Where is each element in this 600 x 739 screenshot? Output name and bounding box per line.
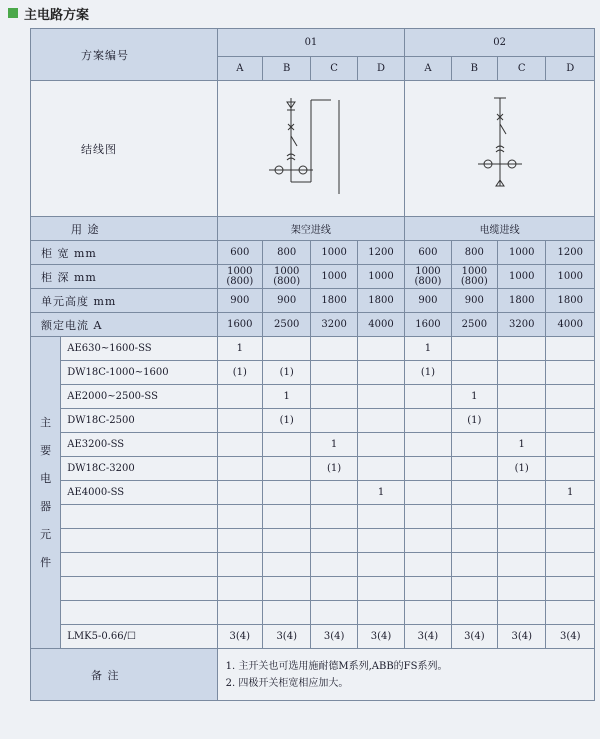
component-qty: [311, 529, 357, 553]
component-qty: [546, 385, 595, 409]
component-qty: [451, 481, 497, 505]
component-qty: [263, 481, 311, 505]
spec-cell: [498, 265, 546, 289]
component-qty: [311, 337, 357, 361]
page-title: [8, 4, 89, 22]
spec-cell: 1600: [405, 313, 451, 337]
component-name: AE630~1600-SS: [61, 337, 217, 361]
component-qty: [311, 385, 357, 409]
spec-cell: 1200: [357, 241, 404, 265]
component-qty: [405, 409, 451, 433]
component-qty: [498, 337, 546, 361]
spec-value: 1000: [273, 265, 300, 277]
component-qty: [217, 433, 262, 457]
letter-b: B: [451, 57, 497, 81]
component-qty: [357, 505, 404, 529]
component-name: LMK5-0.66/☐: [61, 625, 217, 649]
component-qty: [357, 601, 404, 625]
component-qty: [546, 505, 595, 529]
remark-line: 2. 四极开关柜宽相应加大。: [225, 677, 349, 689]
side-char: 主: [40, 415, 52, 429]
component-qty: [311, 361, 357, 385]
remark-line: 1. 主开关也可选用施耐德M系列,ABB的FS系列。: [225, 660, 448, 672]
letter-c: C: [311, 57, 357, 81]
component-name: AE2000~2500-SS: [61, 385, 217, 409]
spec-cell: [405, 265, 451, 289]
component-qty: [498, 601, 546, 625]
spec-value: 1000: [509, 270, 535, 282]
letter-d: D: [546, 57, 595, 81]
component-qty: 1: [546, 481, 595, 505]
component-qty: [546, 529, 595, 553]
component-name: AE3200-SS: [61, 433, 217, 457]
spec-cell: 1800: [357, 289, 404, 313]
component-qty: [546, 433, 595, 457]
component-qty: [263, 505, 311, 529]
spec-cell: [546, 265, 595, 289]
component-qty: [546, 409, 595, 433]
spec-value: (800): [414, 275, 442, 287]
component-name: AE4000-SS: [61, 481, 217, 505]
component-qty: [546, 337, 595, 361]
component-qty: [546, 361, 595, 385]
spec-cell: 3200: [311, 313, 357, 337]
spec-value: (800): [226, 275, 254, 287]
component-qty: (1): [451, 409, 497, 433]
component-qty: 1: [311, 433, 357, 457]
spec-value: 1000: [368, 270, 394, 282]
components-side-label: [31, 337, 61, 649]
component-name: DW18C-2500: [61, 409, 217, 433]
letter-a: A: [405, 57, 451, 81]
component-name: [61, 529, 217, 553]
spec-cell: 1800: [498, 289, 546, 313]
component-qty: [357, 409, 404, 433]
spec-cell: 4000: [357, 313, 404, 337]
spec-cell: [263, 265, 311, 289]
component-qty: [357, 337, 404, 361]
title-text: 主电路方案: [24, 7, 90, 23]
spec-value: 1000: [227, 265, 253, 277]
scheme-01: 01: [217, 29, 405, 57]
component-qty: 3(4): [498, 625, 546, 649]
component-qty: (1): [263, 409, 311, 433]
component-qty: [263, 577, 311, 601]
component-qty: [311, 577, 357, 601]
letter-c: C: [498, 57, 546, 81]
component-qty: [451, 529, 497, 553]
spec-cell: 900: [217, 289, 262, 313]
component-qty: 3(4): [263, 625, 311, 649]
diagram-cable-icon: [450, 94, 550, 204]
component-qty: [357, 529, 404, 553]
component-qty: [405, 505, 451, 529]
wiring-diagram-02: [405, 81, 595, 217]
spec-label: 单元高度 mm: [31, 289, 218, 313]
spec-cell: [217, 265, 262, 289]
component-name: DW18C-1000~1600: [61, 361, 217, 385]
component-qty: [451, 601, 497, 625]
spec-cell: 1000: [311, 241, 357, 265]
spec-cell: [451, 265, 497, 289]
component-qty: [451, 553, 497, 577]
component-qty: 1: [263, 385, 311, 409]
component-qty: [311, 601, 357, 625]
component-qty: [357, 433, 404, 457]
spec-label: 柜 宽 mm: [31, 241, 218, 265]
diagram-overhead-icon: [261, 94, 361, 204]
component-qty: [546, 457, 595, 481]
spec-cell: 900: [405, 289, 451, 313]
letter-d: D: [357, 57, 404, 81]
component-qty: [357, 361, 404, 385]
component-qty: [263, 529, 311, 553]
component-qty: [546, 601, 595, 625]
usage-cable: 电缆进线: [405, 217, 595, 241]
component-qty: [405, 385, 451, 409]
component-qty: [263, 601, 311, 625]
spec-cell: [311, 265, 357, 289]
component-qty: [451, 577, 497, 601]
component-qty: [498, 361, 546, 385]
component-qty: [263, 337, 311, 361]
spec-cell: 4000: [546, 313, 595, 337]
component-qty: [217, 577, 262, 601]
spec-cell: 600: [217, 241, 262, 265]
component-name: [61, 601, 217, 625]
spec-cell: 900: [451, 289, 497, 313]
spec-cell: 2500: [451, 313, 497, 337]
component-qty: [498, 481, 546, 505]
component-qty: 3(4): [357, 625, 404, 649]
letter-a: A: [217, 57, 262, 81]
component-qty: [405, 457, 451, 481]
component-qty: [263, 457, 311, 481]
component-qty: 1: [498, 433, 546, 457]
spec-value: 1000: [461, 265, 488, 277]
component-qty: [217, 457, 262, 481]
component-qty: [405, 601, 451, 625]
component-qty: [451, 337, 497, 361]
spec-label: 额定电流 A: [31, 313, 218, 337]
component-qty: [451, 457, 497, 481]
title-marker: [8, 8, 18, 18]
spec-cell: 900: [263, 289, 311, 313]
side-char: 元: [40, 527, 52, 541]
component-qty: [498, 529, 546, 553]
diagram-label: 结线图: [31, 81, 218, 217]
spec-value: 1000: [415, 265, 441, 277]
component-qty: [311, 481, 357, 505]
component-qty: [498, 577, 546, 601]
component-qty: [357, 577, 404, 601]
letter-b: B: [263, 57, 311, 81]
component-qty: (1): [217, 361, 262, 385]
wiring-diagram-01: [217, 81, 405, 217]
side-char: 电: [40, 471, 52, 485]
component-qty: [217, 553, 262, 577]
component-qty: [498, 505, 546, 529]
component-qty: [451, 433, 497, 457]
component-qty: (1): [311, 457, 357, 481]
remarks-content: [217, 649, 594, 701]
component-qty: [357, 553, 404, 577]
side-char: 要: [40, 443, 52, 457]
spec-cell: 800: [263, 241, 311, 265]
spec-cell: 600: [405, 241, 451, 265]
component-qty: [405, 577, 451, 601]
spec-cell: 1800: [311, 289, 357, 313]
component-qty: [405, 481, 451, 505]
component-qty: [546, 553, 595, 577]
component-qty: [357, 385, 404, 409]
component-qty: [263, 433, 311, 457]
scheme-02: 02: [405, 29, 595, 57]
component-qty: [217, 529, 262, 553]
component-qty: 3(4): [546, 625, 595, 649]
component-qty: 3(4): [451, 625, 497, 649]
spec-label: 柜 深 mm: [31, 265, 218, 289]
component-qty: 1: [357, 481, 404, 505]
component-qty: [405, 433, 451, 457]
usage-label: 用 途: [31, 217, 218, 241]
component-qty: [451, 361, 497, 385]
component-qty: 3(4): [405, 625, 451, 649]
spec-cell: 2500: [263, 313, 311, 337]
spec-cell: 3200: [498, 313, 546, 337]
spec-cell: 800: [451, 241, 497, 265]
remarks-label: 备 注: [31, 649, 218, 701]
spec-cell: 1800: [546, 289, 595, 313]
scheme-number-label: 方案编号: [31, 29, 218, 81]
component-name: [61, 553, 217, 577]
component-qty: [311, 409, 357, 433]
component-qty: [405, 529, 451, 553]
spec-value: 1000: [557, 270, 583, 282]
spec-cell: [357, 265, 404, 289]
component-qty: 1: [451, 385, 497, 409]
component-qty: [263, 553, 311, 577]
component-qty: [217, 385, 262, 409]
component-qty: [217, 481, 262, 505]
spec-value: 1000: [321, 270, 347, 282]
component-qty: [498, 553, 546, 577]
component-qty: [357, 457, 404, 481]
component-qty: 1: [405, 337, 451, 361]
spec-value: (800): [460, 275, 488, 287]
component-qty: [311, 505, 357, 529]
component-qty: [498, 409, 546, 433]
component-qty: [217, 505, 262, 529]
spec-cell: 1200: [546, 241, 595, 265]
side-char: 器: [40, 499, 52, 513]
component-qty: 3(4): [217, 625, 262, 649]
component-qty: [217, 601, 262, 625]
component-name: DW18C-3200: [61, 457, 217, 481]
component-qty: [311, 553, 357, 577]
component-qty: [405, 553, 451, 577]
component-qty: [217, 409, 262, 433]
component-qty: (1): [263, 361, 311, 385]
component-name: [61, 505, 217, 529]
spec-value: (800): [273, 275, 301, 287]
spec-cell: 1000: [498, 241, 546, 265]
spec-cell: 1600: [217, 313, 262, 337]
usage-overhead: 架空进线: [217, 217, 405, 241]
component-qty: (1): [498, 457, 546, 481]
main-circuit-table: [30, 28, 595, 701]
component-qty: [498, 385, 546, 409]
component-qty: 3(4): [311, 625, 357, 649]
component-qty: (1): [405, 361, 451, 385]
component-qty: [546, 577, 595, 601]
component-qty: 1: [217, 337, 262, 361]
component-qty: [451, 505, 497, 529]
side-char: 件: [40, 555, 52, 569]
component-name: [61, 577, 217, 601]
